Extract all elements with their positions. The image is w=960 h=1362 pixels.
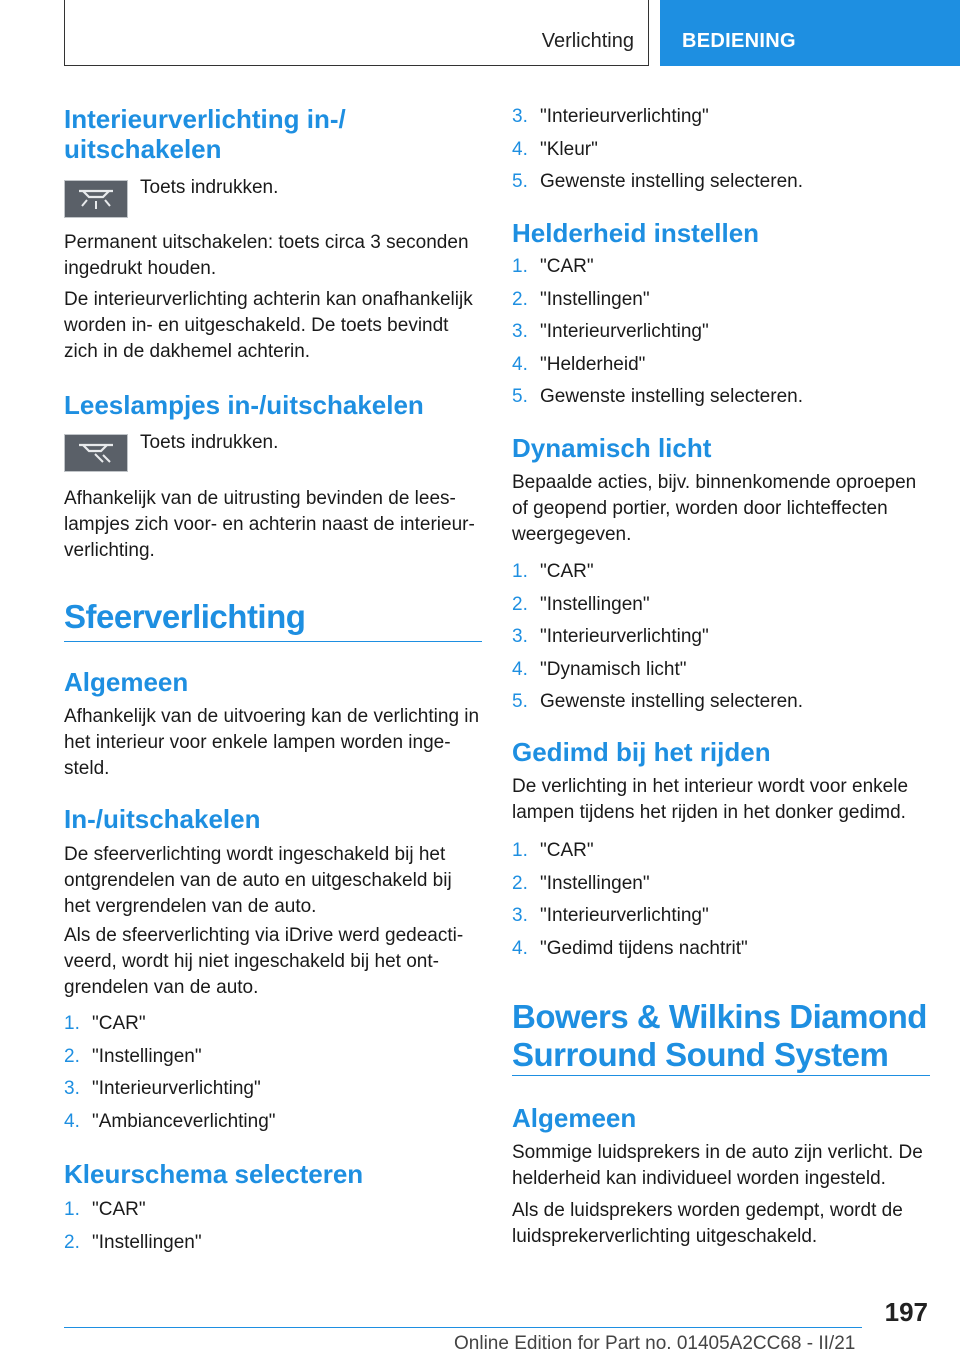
- heading-rule: [512, 1075, 930, 1076]
- para-inuit1: De sfeerverlichting wordt ingeschakeld bij het ontgrendelen van de auto en uitgeschakeld bij het vergrendelen van de auto.: [64, 844, 452, 917]
- reading-light-icon: [64, 434, 128, 472]
- steps-kleur-a: [64, 1194, 482, 1259]
- para-inuit2: Als de sfeerverlichting via iDrive werd gedeactiveerd, wordt hij niet ingeschakeld bij het ontgrendelen van de auto.: [64, 925, 464, 998]
- heading-sfeerverlichting: Sfeerverlichting: [64, 598, 306, 635]
- para-algemeen: Afhankelijk van de uitvoering kan de verlichting in het interieur voor enkele lampen worden ingesteld.: [64, 706, 480, 779]
- interior-light-icon: [64, 180, 128, 218]
- header-box: [64, 0, 649, 66]
- list-item: 4. "Dynamisch licht": [512, 658, 687, 680]
- steps-dynamisch: [512, 556, 930, 719]
- section-title: Verlichting: [541, 30, 634, 52]
- heading-rule: [64, 641, 482, 642]
- list-item: 5. Gewenste instelling selecteren.: [512, 691, 803, 712]
- list-item: 3. "Interieurverlichting": [512, 626, 709, 647]
- steps-helderheid: [512, 251, 930, 414]
- list-item: 3. "Interieurverlichting": [512, 321, 709, 342]
- list-item: 4. "Kleur": [512, 138, 598, 160]
- heading-helderheid: Helderheid instellen: [512, 218, 760, 248]
- para-dynamisch: Bepaalde acties, bijv. binnenkomende oproepen of geopend portier, worden door lichteffecten weergegeven.: [512, 472, 917, 545]
- steps-inuit: [64, 1008, 482, 1138]
- list-item: 1. "CAR": [512, 840, 594, 861]
- heading-algemeen: Algemeen: [64, 667, 189, 697]
- steps-gedimd: [512, 835, 930, 965]
- list-item: 1. "CAR": [64, 1013, 146, 1034]
- steps-kleur-b: [512, 101, 930, 199]
- list-item: 3. "Interieurverlichting": [512, 905, 709, 926]
- page-number: 197: [884, 1297, 928, 1327]
- list-item: 1. "CAR": [64, 1199, 146, 1220]
- list-item: 3. "Interieurverlichting": [64, 1078, 261, 1099]
- heading-algemeen2: Algemeen: [512, 1103, 637, 1133]
- para-achterin: De interieurverlichting achterin kan onafhankelijk worden in- en uitgeschakeld. De toets bevindt zich in de dakhemel achterin.: [64, 289, 473, 362]
- heading-interieur: Interieurverlichting in-/ uitschakelen: [64, 104, 346, 164]
- icon2-text: Toets indrukken.: [140, 432, 279, 453]
- para-algemeen2b: Als de luidsprekers worden gedempt, wordt de luidsprekerverlichting uitgeschakeld.: [512, 1200, 903, 1247]
- list-item: 5. Gewenste instelling selecteren.: [512, 171, 803, 192]
- para-algemeen2a: Sommige luidsprekers in de auto zijn verlicht. De helderheid kan individueel worden ingesteld.: [512, 1142, 923, 1189]
- list-item: 2. "Instellingen": [64, 1231, 202, 1253]
- para-permanent: Permanent uitschakelen: toets circa 3 seconden ingedrukt houden.: [64, 232, 469, 279]
- list-item: 2. "Instellingen": [64, 1045, 202, 1067]
- list-item: 4. "Gedimd tijdens nachtrit": [512, 937, 748, 959]
- list-item: 1. "CAR": [512, 256, 594, 277]
- list-item: 3. "Interieurverlichting": [512, 106, 709, 127]
- chapter-label: BEDIENING: [682, 30, 796, 52]
- list-item: 1. "CAR": [512, 561, 594, 582]
- heading-dynamisch: Dynamisch licht: [512, 433, 712, 463]
- list-item: 2. "Instellingen": [512, 872, 650, 894]
- heading-inuit: In-/uitschakelen: [64, 804, 261, 834]
- heading-kleur: Kleurschema selecteren: [64, 1159, 364, 1189]
- icon1-text: Toets indrukken.: [140, 177, 279, 198]
- footer-rule: [64, 1327, 862, 1328]
- para-gedimd: De verlichting in het interieur wordt voor enkele lampen tijdens het rijden in het donker gedimd.: [512, 776, 909, 823]
- list-item: 4. "Ambianceverlichting": [64, 1110, 276, 1132]
- list-item: 2. "Instellingen": [512, 593, 650, 615]
- heading-leeslampjes: Leeslampjes in-/uitschakelen: [64, 390, 424, 420]
- list-item: 2. "Instellingen": [512, 288, 650, 310]
- list-item: 5. Gewenste instelling selecteren.: [512, 386, 803, 407]
- list-item: 4. "Helderheid": [512, 353, 646, 375]
- heading-gedimd: Gedimd bij het rijden: [512, 737, 771, 767]
- heading-bowers: Bowers & Wilkins Diamond Surround Sound System: [512, 998, 927, 1073]
- footer-edition: Online Edition for Part no. 01405A2CC68 - II/21: [454, 1333, 856, 1354]
- para-leeslampjes: Afhankelijk van de uitrusting bevinden de leeslampjes zich voor- en achterin naast de interieurverlichting.: [64, 488, 475, 561]
- chapter-tab[interactable]: [660, 0, 960, 66]
